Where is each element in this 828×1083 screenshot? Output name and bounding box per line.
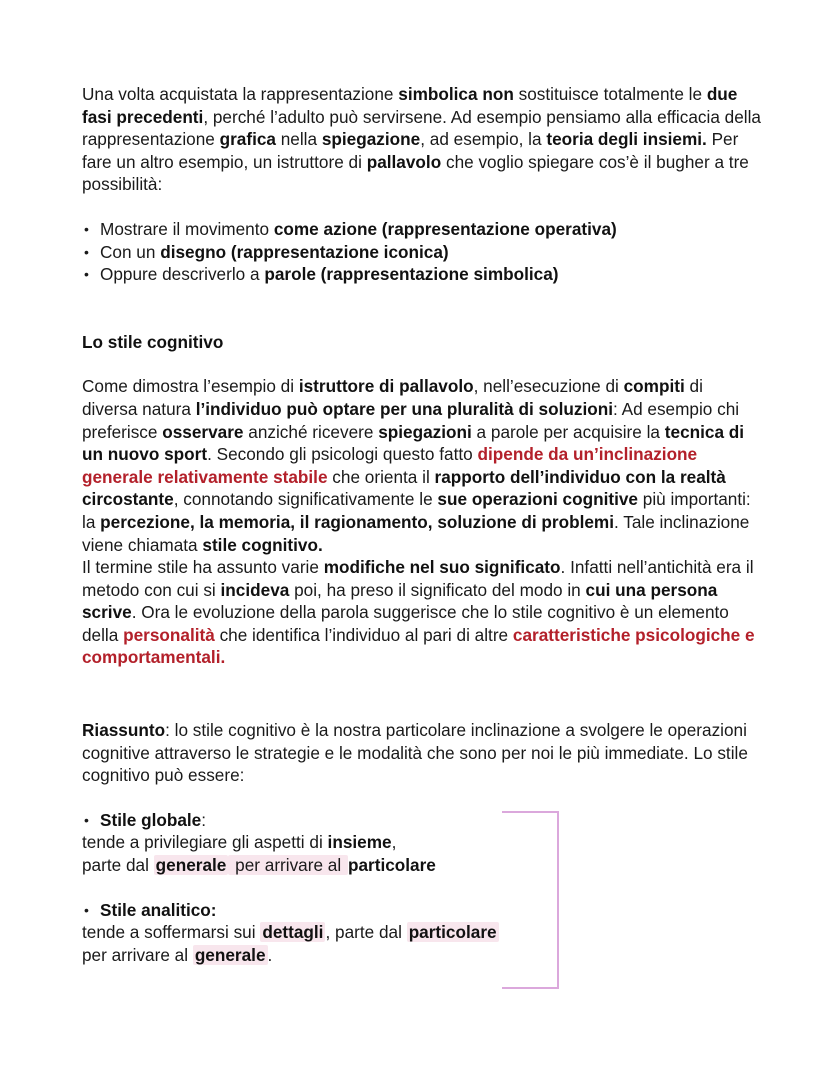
list-item: • Mostrare il movimento come azione (rappresentazione operativa): [82, 218, 762, 241]
section-heading: Lo stile cognitivo: [82, 331, 224, 352]
bold-text: due fasi precedenti: [82, 84, 738, 127]
text: sostituisce totalmente le: [513, 84, 707, 104]
style-title: Stile analitico:: [100, 899, 217, 920]
text: Una volta acquistata la rappresentazione: [82, 84, 399, 104]
highlighted-word: generale: [155, 855, 227, 876]
highlighted-word: particolare: [408, 922, 497, 943]
text: che voglio spiegare cos’è il bugher a tre possibilità:: [82, 151, 749, 195]
style-title: Stile globale: [100, 809, 202, 830]
section-paragraph-2: Il termine stile ha assunto varie modifiche nel suo significato. Infatti nell’antichità era il metodo con cui si incideva poi, ha preso il significato del modo in cui una persona scrive. Ora le evoluzione della parola suggerisce che lo stile cognitivo è un elemento della personalità che identifica l’individuo al pari di altre caratteristiche psicologiche e comportamentali.: [82, 557, 755, 668]
red-highlight-text: dipende da un’inclinazione generale relativamente stabile: [82, 444, 698, 487]
text: Per fare un altro esempio, un istruttore di: [82, 129, 739, 172]
text: nella: [275, 129, 322, 150]
style-global: • Stile globale: tende a privilegiare gli aspetti di insieme, parte dal generale per arrivare al particolare: [82, 809, 762, 877]
bold-text: simbolica non: [398, 84, 514, 104]
text: , ad esempio, la: [420, 129, 547, 150]
text: , perché l’adulto può servirsene. Ad esempio pensiamo alla efficacia della rappresentazione: [82, 106, 761, 150]
summary-label: Riassunto: [82, 720, 166, 741]
grouping-bracket: [502, 811, 559, 989]
intro-paragraph: [82, 83, 762, 196]
list-item: • Oppure descriverlo a parole (rappresentazione simbolica): [82, 263, 762, 286]
document-page: [82, 83, 762, 966]
bold-text: teoria degli insiemi.: [546, 129, 707, 150]
section-paragraph-1: Come dimostra l’esempio di istruttore di pallavolo, nell’esecuzione di compiti di diversa natura l’individuo può optare per una pluralità di soluzioni: Ad esempio chi preferisce osservare anziché ricevere spiegazioni a parole per acquisire la tecnica di un nuovo sport. Secondo gli psicologi questo fatto dipende da un’inclinazione generale relativamente stabile che orienta il rapporto dell’individuo con la realtà circostante, connotando significativamente le sue operazioni cognitive più importanti: la percezione, la memoria, il ragionamento, soluzione di problemi. Tale inclinazione viene chiamata stile cognitivo.: [82, 376, 751, 555]
highlighted-word: dettagli: [262, 922, 324, 943]
style-analytic: • Stile analitico: tende a soffermarsi sui dettagli , parte dal particolare per arrivare al generale .: [82, 899, 762, 967]
red-highlight-text: personalità: [123, 624, 215, 645]
highlighted-word: generale: [194, 944, 266, 965]
bold-text: pallavolo: [366, 151, 442, 172]
red-highlight-text: caratteristiche psicologiche e comportamentali.: [82, 624, 755, 668]
summary-paragraph: Riassunto: lo stile cognitivo è la nostra particolare inclinazione a svolgere le operazioni cognitive attraverso le strategie e le modalità che sono per noi le più immediate. Lo stile cognitivo può essere:: [82, 720, 748, 786]
list-item: • Con un disegno (rappresentazione iconica): [82, 241, 762, 264]
bold-text: grafica: [219, 129, 276, 150]
possibilities-list: [82, 218, 762, 286]
bold-text: spiegazione: [321, 129, 421, 150]
